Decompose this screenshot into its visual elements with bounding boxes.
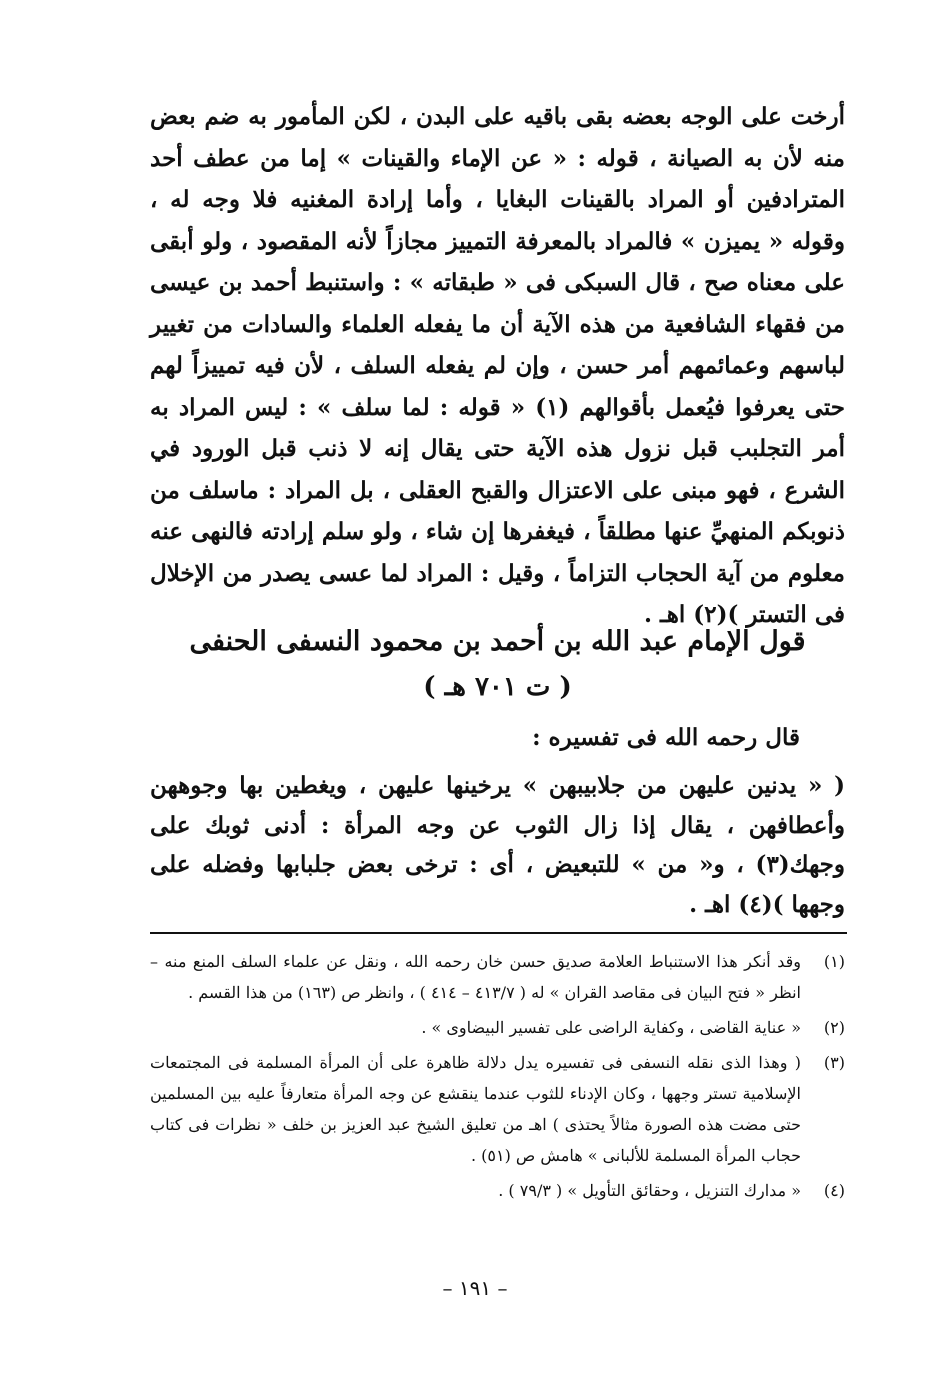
quote-intro: قال رحمه الله فى تفسيره : <box>532 724 800 751</box>
death-date-heading: ( ت ٧٠١ هـ ) <box>423 672 572 702</box>
footnote-text: « عناية القاضى ، وكفاية الراضى على تفسير البيضاوى » . <box>421 1018 801 1037</box>
footnote-text: ( وهذا الذى نقله النسفى فى تفسيره يدل دلالة ظاهرة على أن المرأة المسلمة فى المجتمعات الإسلامية تستر وجهها ، وكان الإدناء للثوب عندما ينقشع عن وجه المرأة متعارفاً عليه بين المسلمين حتى مضت هذه الصورة مثالاً يحتذى ) اهـ من تعليق الشيخ عبد العزيز بن خلف « نظرات فى كتاب حجاب المرأة المسلمة للألبانى » هامش ص (٥١) . <box>150 1053 801 1165</box>
page-number: – ١٩١ – <box>442 1276 508 1300</box>
footnote-2 <box>150 1012 845 1043</box>
footnote-text: وقد أنكر هذا الاستنباط العلامة صديق حسن خان رحمه الله ، ونقل عن علماء السلف المنع منه – انظر « فتح البيان فى مقاصد القران » له ( ٤١٣/٧ – ٤١٤ ) ، وانظر ص (١٦٣) من هذا القسم . <box>150 952 801 1002</box>
quote-text: ( « يدنين عليهن من جلابيبهن » يرخينها عليهن ، ويغطين بها وجوههن وأعطافهن ، يقال إذا زال الثوب عن وجه المرأة : أدنى ثوبك على وجهك(٣) ، و« من » للتبعيض ، أى : ترخى بعض جلبابها وفضله على وجهها )(٤) اهـ . <box>150 772 845 918</box>
footnote-text: « مدارك التنزيل ، وحقائق التأويل » ( ٧٩/٣ ) . <box>498 1181 801 1200</box>
footnote-separator <box>150 932 847 934</box>
footnotes-list <box>150 946 845 1210</box>
footnote-1 <box>150 946 845 1008</box>
footnote-number: (١) <box>823 952 845 971</box>
footnote-4 <box>150 1175 845 1206</box>
footnote-number: (٢) <box>823 1018 845 1037</box>
footnote-number: (٤) <box>823 1181 845 1200</box>
section-heading: قول الإمام عبد الله بن أحمد بن محمود النسفى الحنفى <box>189 626 806 657</box>
body-paragraph: أرخت على الوجه بعضه بقى باقيه على البدن ، لكن المأمور به ضم بعض منه لأن به الصيانة ، قوله : « عن الإماء والقينات » إما من عطف أحد المترادفين أو المراد بالقينات البغايا ، وأما إرادة المغنيه فلا وجه له ، وقوله « يميزن » فالمراد بالمعرفة التمييز مجازاً لأنه المقصود ، ولو أبقى على معناه صح ، قال السبكى فى « طبقاته » : واستنبط أحمد بن عيسى من فقهاء الشافعية من هذه الآية أن ما يفعله العلماء والسادات من تغيير لباسهم وعمائمهم أمر حسن ، وإن لم يفعله السلف ، لأن فيه تمييزاً لهم حتى يعرفوا فيُعمل بأقوالهم (١) « قوله : لما سلف » : ليس المراد به أمر التجلبب قبل نزول هذه الآية حتى يقال إنه لا ذنب قبل الورود في الشرع ، فهو مبنى على الاعتزال والقبح العقلى ، بل المراد : ماسلف من ذنوبكم المنهيِّ عنها مطلقاً ، فيغفرها إن شاء ، ولو سلم إرادته فالنهى عنه معلوم من آية الحجاب التزاماً ، وقيل : المراد لما عسى يصدر من الإخلال فى التستر )(٢) اهـ . <box>150 103 845 628</box>
footnote-3 <box>150 1047 845 1171</box>
footnote-number: (٣) <box>823 1053 845 1072</box>
